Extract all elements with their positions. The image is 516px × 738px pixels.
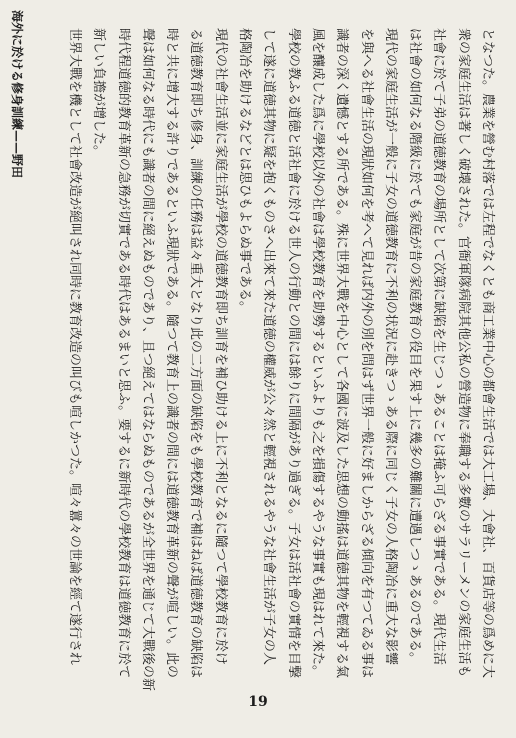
text-column (284, 28, 302, 678)
column-line: 衆の家庭生活は著しく破壊された。官衙軍隊病院其他公私の營造物に奉職する多數のサラリーメンの家庭生活も (455, 28, 471, 678)
column-line: 新しい負擔が增した。 (91, 28, 107, 159)
text-column (478, 28, 496, 678)
column-line: 現代の家庭生活が一般に子女の道徳教育に不利の状況に赴きつゝある際に同じく子女の人格陶冶に重大な影響 (382, 28, 398, 666)
column-line: 格陶冶を助けるなどとは思ひもよらぬ事である。 (237, 28, 252, 315)
text-column (186, 28, 204, 678)
text-column (405, 28, 423, 678)
text-column (162, 28, 180, 678)
text-column (65, 28, 83, 678)
column-line: は社會の如何なる階級に於ても家庭が昔の家庭教育の役目を果す上に幾多の難關に遭遇しつゝあるのである。 (407, 28, 423, 666)
column-line: 社會に於て子弟の道徳教育の場所として次第に缺陷を生じつゝあることは掩ふ可らざる事實である。現代生活 (431, 28, 447, 666)
text-column (357, 28, 375, 678)
text-column (429, 28, 447, 678)
column-line: 聲は如何なる時代にも識者の間に絕えぬものであり、且つ絕えてはならぬものであるが全世界を通じて大戰後の新 (139, 28, 155, 692)
page-number: 19 (248, 694, 268, 710)
text-column (454, 28, 472, 678)
column-line: 風を釀成した爲に學校以外の社會は學校教育を助勢するといふよりも之を損傷するやうな事實も現はれて來た。 (309, 28, 325, 679)
text-column (381, 28, 399, 678)
column-line: 現代の社會生活並に家庭生活が學校の道徳教育即ち訓育を補ひ助ける上に不利となるに隨つて學校教育に於け (212, 28, 228, 666)
text-column (138, 28, 156, 692)
text-column (211, 28, 229, 678)
text-column (308, 28, 326, 678)
column-line: 學校の教ふる道徳と活社會に於ける世人の行動との間には餘りに間隔があり過ぎる。子女は活社會の實情を目撃 (285, 28, 301, 679)
column-line: 時と共に增大する許りであるといふ現狀である。隨つて教育上の識者の間には道徳教育革新の聲が喧しい。此の (164, 28, 180, 679)
column-line: 世界大戰を機として社會改造が絕叫され同時に教育改造の叫びも喧しかつた。喧々囂々の世論を經て遂行され (66, 28, 82, 666)
text-column (89, 28, 107, 678)
text-column (259, 28, 277, 678)
column-line: る道徳教育即ち修身、訓練の任務は益々重大となり此の二方面の缺陷をも學校教育で補はねば道徳教育の缺陷は (188, 28, 204, 679)
column-line: を與へる社會生活の現狀如何を考へて見れば内外の別を問はず世界一般に好ましからざる傾向を有つてゐる事は (358, 28, 374, 679)
column-line: して遂に道徳其物に疑を抱くものさへ出來て來た道徳の權威が公々然と輕視されるやうな社會生活が子女の人 (261, 28, 277, 666)
text-column (332, 28, 350, 678)
text-column (114, 28, 132, 678)
column-line: 時代程道徳的教育革新の急務が切實である時代はあるまいと思ふ。要するに新時代の學校教育は道徳教育に於て (115, 28, 131, 679)
column-line: となつた。農業を營む村落では左程でなくとも商工業中心の都會生活では大工場、大會社、百貨店等の爲めに大 (480, 28, 495, 679)
column-line: 識者の深く遺憾とする所である。殊に世界大戰を中心として各國に波及した思想の動搖は道徳其物を輕視する氣 (334, 28, 350, 679)
running-header (10, 10, 50, 270)
header-title: 海外に於ける修身訓練——野田 (10, 10, 24, 179)
text-column (235, 28, 253, 678)
body-text (56, 28, 496, 692)
